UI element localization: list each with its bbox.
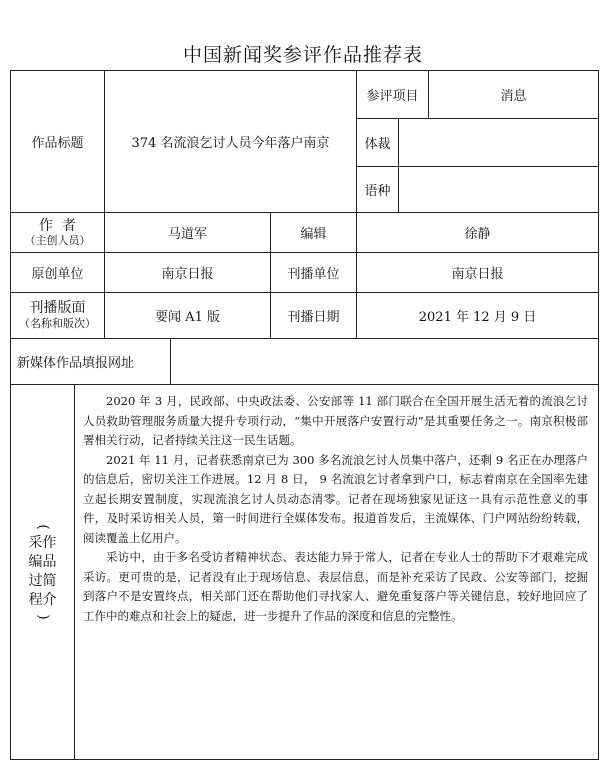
language-label: 语种 <box>357 167 399 213</box>
author-value: 马道军 <box>105 213 271 253</box>
recommendation-form <box>10 70 599 760</box>
author-label-note: （主创人员） <box>24 233 91 247</box>
process-label-line-2: 编品 <box>28 554 57 570</box>
publish-unit-label: 刊播单位 <box>271 253 357 293</box>
process-text-cell <box>75 385 599 760</box>
publish-page-label-note: （名称和版次） <box>19 317 96 330</box>
open-paren-glyph: ( <box>34 524 51 530</box>
process-label-cell <box>11 385 75 760</box>
author-label-cell <box>11 213 105 253</box>
process-paragraph-2: 2021 年 11 月，记者获悉南京已为 300 多名流浪乞讨人员集中落户，还剩 9 名正在办理落户的信息后，密切关注工作进展。12 月 8 日， 9 名流浪乞讨者拿到户口，标志着南京在全国率先建立起长期安置制度，实现流浪乞讨人员动态清零。记者在现场独家见证这一具有示范性意义的事件，及时采访相关人员，第一时间进行全媒体发布。报道首发后，主流媒体、门户网站纷纷转载，阅读覆盖上亿用户。 <box>83 452 589 545</box>
close-paren-glyph: ) <box>34 614 51 620</box>
publish-page-label-cell <box>11 293 105 339</box>
publish-page-label: 刊播版面 <box>29 300 86 316</box>
new-media-url-label: 新媒体作品填报网址 <box>11 339 171 385</box>
work-title-label: 作品标题 <box>11 71 105 213</box>
page-title: 中国新闻奖参评作品推荐表 <box>182 44 423 66</box>
publish-unit-value: 南京日报 <box>357 253 599 293</box>
editor-label: 编辑 <box>271 213 357 253</box>
category-value: 消息 <box>429 71 599 119</box>
original-unit-value: 南京日报 <box>105 253 271 293</box>
new-media-url-value <box>171 339 599 385</box>
original-unit-label: 原创单位 <box>11 253 105 293</box>
genre-value <box>399 119 599 167</box>
author-label: 作 者 <box>39 217 76 234</box>
language-value <box>399 167 599 213</box>
process-paragraph-3: 采访中，由于多名受访者精神状态、表达能力异于常人，记者在专业人士的帮助下才艰难完成采访。更可贵的是，记者没有止于现场信息、表层信息，而是补充采访了民政、公安等部门，挖掘到落户不是安置终点，相关部门还在帮助他们寻找家人、避免重复落户等关键信息，较好地回应了工作中的难点和社会上的疑虑，进一步提升了作品的深度和信息的完整性。 <box>83 550 589 623</box>
process-label-line-4: 程介 <box>28 592 57 608</box>
category-label: 参评项目 <box>357 71 429 119</box>
work-title-value: 374 名流浪乞讨人员今年落户南京 <box>105 71 357 213</box>
process-label <box>23 520 63 624</box>
publish-date-label: 刊播日期 <box>271 293 357 339</box>
genre-label: 体裁 <box>357 119 399 167</box>
publish-date-value: 2021 年 12 月 9 日 <box>357 293 599 339</box>
process-label-line-1: 采作 <box>28 535 57 551</box>
process-paragraph-1: 2020 年 3 月，民政部、中央政法委、公安部等 11 部门联合在全国开展生活无着的流浪乞讨人员救助管理服务质量大提升专项行动，“集中开展落户安置行动”是其重要任务之一。南京积极部署相关行动，记者持续关注这一民生话题。 <box>83 394 589 447</box>
process-label-line-3: 过简 <box>28 573 57 589</box>
publish-page-value: 要闻 A1 版 <box>105 293 271 339</box>
editor-value: 徐静 <box>357 213 599 253</box>
